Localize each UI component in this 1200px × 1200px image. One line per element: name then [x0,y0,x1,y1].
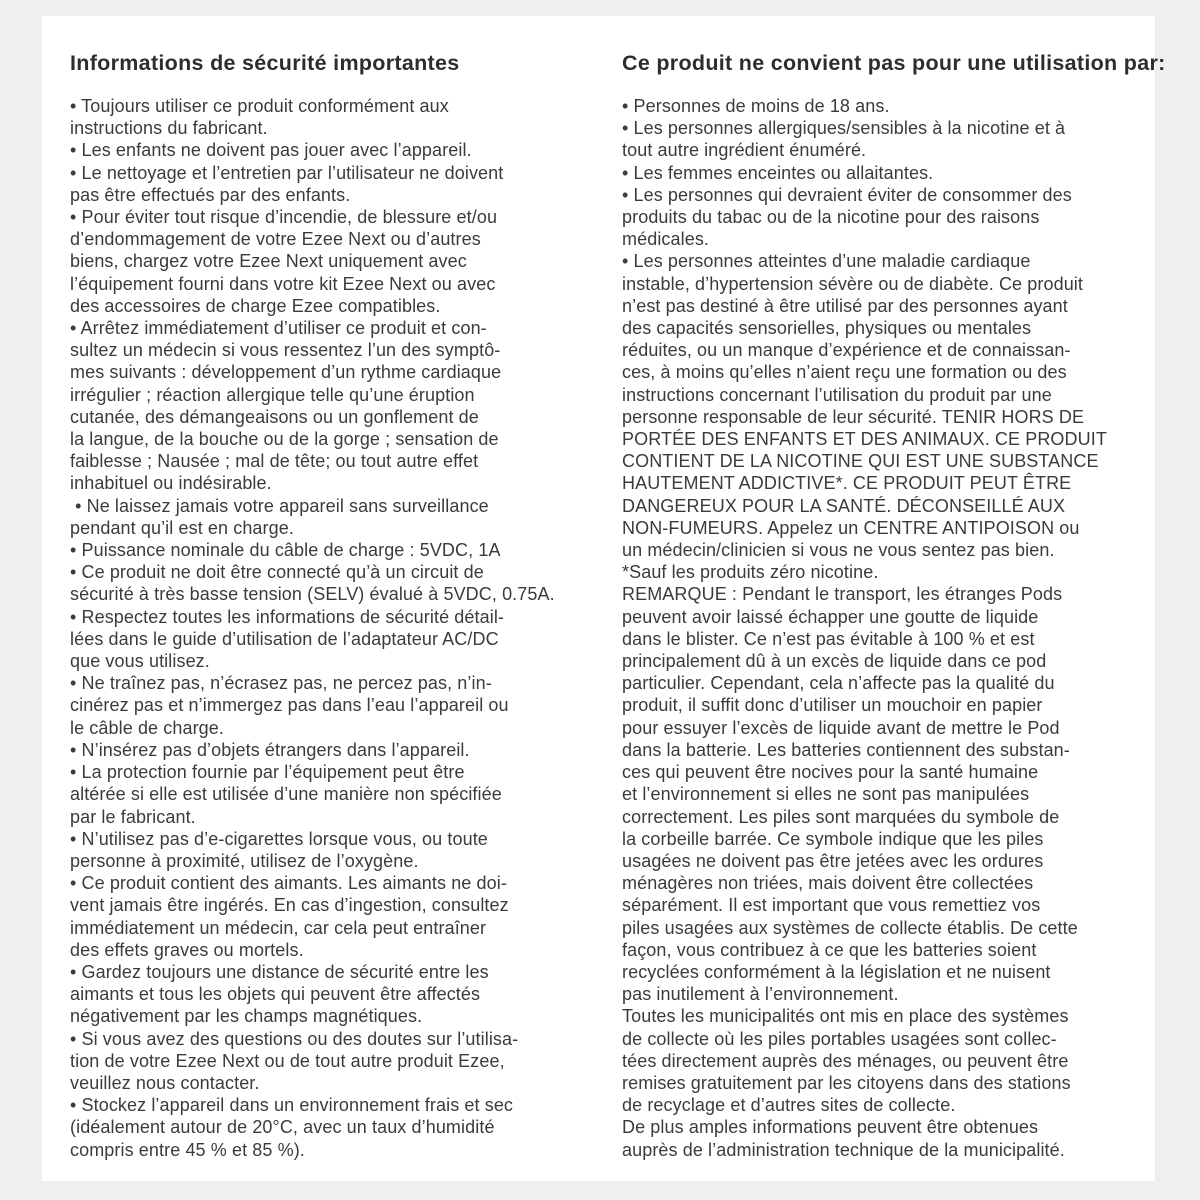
text-line: • Stockez l’appareil dans un environnement frais et sec [70,1095,514,1116]
text-line: dans le blister. Ce n’est pas évitable à 100 % et est [622,628,1035,649]
text-line: principalement dû à un excès de liquide dans ce pod [622,651,1047,672]
text-line: d’endommagement de votre Ezee Next ou d’autres [70,229,481,250]
text-line: négativement par les champs magnétiques. [70,1006,423,1027]
text-line: • Pour éviter tout risque d’incendie, de blessure et/ou [70,207,498,228]
text-line: • Arrêtez immédiatement d’utiliser ce produit et con- [70,318,487,339]
text-line: De plus amples informations peuvent être obtenues [622,1117,1039,1138]
text-line: Toutes les municipalités ont mis en place des systèmes [622,1006,1069,1027]
text-line: • Ne laissez jamais votre appareil sans surveillance [70,495,489,516]
text-line: CONTIENT DE LA NICOTINE QUI EST UNE SUBSTANCE [622,451,1099,472]
text-line: des effets graves ou mortels. [70,939,304,960]
unsuitable-use-text [622,95,1147,1161]
text-line: compris entre 45 % et 85 %). [70,1139,305,1160]
text-line: DANGEREUX POUR LA SANTÉ. DÉCONSEILLÉ AUX [622,495,1066,516]
unsuitable-use-column [622,50,1166,1161]
text-line: aimants et tous les objets qui peuvent être affectés [70,984,481,1005]
text-line: vent jamais être ingérés. En cas d’ingestion, consultez [70,895,509,916]
text-line: personne responsable de leur sécurité. TENIR HORS DE [622,406,1085,427]
text-line: pour essuyer l’excès de liquide avant de mettre le Pod [622,717,1060,738]
safety-info-text [70,95,600,1161]
text-line: séparément. Il est important que vous remettiez vos [622,895,1041,916]
text-line: • N’insérez pas d’objets étrangers dans l’appareil. [70,739,470,760]
text-line: recyclées conformément à la législation et ne nuisent [622,961,1051,982]
text-line: la langue, de la bouche ou de la gorge ; sensation de [70,429,499,450]
text-line: par le fabricant. [70,806,196,827]
text-line: • La protection fournie par l’équipement peut être [70,762,465,783]
text-line: veuillez nous contacter. [70,1072,260,1093]
text-line: produits du tabac ou de la nicotine pour des raisons [622,207,1040,228]
text-line: faiblesse ; Nausée ; mal de tête; ou tout autre effet [70,451,479,472]
text-line: usagées ne doivent pas être jetées avec les ordures [622,850,1044,871]
text-line: • Ce produit ne doit être connecté qu’à un circuit de [70,562,484,583]
text-line: inhabituel ou indésirable. [70,473,272,494]
safety-info-column [70,50,600,1161]
text-line: • Personnes de moins de 18 ans. [622,96,890,116]
text-line: • Les personnes atteintes d’une maladie cardiaque [622,251,1031,272]
text-line: personne à proximité, utilisez de l’oxygène. [70,850,419,871]
text-line: correctement. Les piles sont marquées du symbole de [622,806,1060,827]
text-line: remises gratuitement par les citoyens dans des stations [622,1072,1071,1093]
text-line: (idéalement autour de 20°C, avec un taux d’humidité [70,1117,495,1138]
text-line: instable, d’hypertension sévère ou de diabète. Ce produit [622,273,1083,294]
leaflet-card [42,16,1166,1181]
text-line: • Les personnes allergiques/sensibles à la nicotine et à [622,118,1066,139]
text-line: • Respectez toutes les informations de sécurité détail- [70,606,505,627]
text-line: le câble de charge. [70,717,225,738]
text-line: l’équipement fourni dans votre kit Ezee Next ou avec [70,273,496,294]
text-line: • Si vous avez des questions ou des doutes sur l’utilisa- [70,1028,519,1049]
text-line: • Les enfants ne doivent pas jouer avec l’appareil. [70,140,472,161]
text-line: pas inutilement à l’environnement. [622,984,899,1005]
text-line: immédiatement un médecin, car cela peut entraîner [70,917,487,938]
text-line: pas être effectués par des enfants. [70,184,351,205]
text-line: tion de votre Ezee Next ou de tout autre produit Ezee, [70,1050,505,1071]
text-line: tées directement auprès des ménages, ou peuvent être [622,1050,1069,1071]
text-line: altérée si elle est utilisée d’une manière non spécifiée [70,784,502,805]
text-line: médicales. [622,229,710,250]
text-line: cutanée, des démangeaisons ou un gonflement de [70,406,479,427]
text-line: • Ce produit contient des aimants. Les aimants ne doi- [70,873,507,894]
text-line: • Le nettoyage et l’entretien par l’utilisateur ne doivent [70,162,504,183]
text-line: peuvent avoir laissé échapper une goutte de liquide [622,606,1039,627]
text-line: de recyclage et d’autres sites de collecte. [622,1095,956,1116]
text-line: la corbeille barrée. Ce symbole indique que les piles [622,828,1044,849]
text-line: ces, à moins qu’elles n’aient reçu une formation ou des [622,362,1067,383]
text-line: biens, chargez votre Ezee Next uniquement avec [70,251,467,272]
text-line: auprès de l’administration technique de la municipalité. [622,1139,1065,1160]
text-line: PORTÉE DES ENFANTS ET DES ANIMAUX. CE PRODUIT [622,429,1107,450]
text-line: mes suivants : développement d’un rythme cardiaque [70,362,502,383]
text-line: • Toujours utiliser ce produit conformément aux [70,96,449,116]
text-line: façon, vous contribuez à ce que les batteries soient [622,939,1037,960]
text-line: sultez un médecin si vous ressentez l’un des symptô- [70,340,501,361]
text-line: • Les femmes enceintes ou allaitantes. [622,162,934,183]
text-line: • N’utilisez pas d’e-cigarettes lorsque vous, ou toute [70,828,488,849]
text-line: réduites, ou un manque d’expérience et de connaissan- [622,340,1071,361]
text-line: tout autre ingrédient énuméré. [622,140,867,161]
text-line: piles usagées aux systèmes de collecte établis. De cette [622,917,1078,938]
text-line: particulier. Cependant, cela n’affecte pas la qualité du [622,673,1055,694]
text-line: un médecin/clinicien si vous ne vous sentez pas bien. [622,540,1055,561]
text-line: • Les personnes qui devraient éviter de consommer des [622,184,1072,205]
text-line: que vous utilisez. [70,651,210,672]
text-line: NON-FUMEURS. Appelez un CENTRE ANTIPOISON ou [622,517,1080,538]
text-line: *Sauf les produits zéro nicotine. [622,562,879,583]
text-line: • Puissance nominale du câble de charge : 5VDC, 1A [70,540,501,561]
text-line: instructions du fabricant. [70,118,268,139]
text-line: n’est pas destiné à être utilisé par des personnes ayant [622,295,1068,316]
safety-info-heading: Informations de sécurité importantes [70,51,460,75]
text-line: dans la batterie. Les batteries contiennent des substan- [622,739,1070,760]
text-line: • Gardez toujours une distance de sécurité entre les [70,961,489,982]
text-line: irrégulier ; réaction allergique telle qu’une éruption [70,384,475,405]
text-line: lées dans le guide d’utilisation de l’adaptateur AC/DC [70,628,499,649]
text-line: de collecte où les piles portables usagées sont collec- [622,1028,1057,1049]
text-line: pendant qu’il est en charge. [70,517,294,538]
text-line: sécurité à très basse tension (SELV) évalué à 5VDC, 0.75A. [70,584,555,605]
text-line: HAUTEMENT ADDICTIVE*. CE PRODUIT PEUT ÊTRE [622,473,1072,494]
text-line: et l’environnement si elles ne sont pas manipulées [622,784,1030,805]
text-line: ménagères non triées, mais doivent être collectées [622,873,1034,894]
text-line: REMARQUE : Pendant le transport, les étranges Pods [622,584,1063,605]
text-line: produit, il suffit donc d’utiliser un mouchoir en papier [622,695,1043,716]
text-line: des accessoires de charge Ezee compatibles. [70,295,441,316]
text-line: instructions concernant l’utilisation du produit par une [622,384,1052,405]
text-line: • Ne traînez pas, n’écrasez pas, ne percez pas, n’in- [70,673,492,694]
unsuitable-use-heading: Ce produit ne convient pas pour une utilisation par: [622,51,1166,75]
text-line: cinérez pas et n’immergez pas dans l’eau l’appareil ou [70,695,509,716]
text-line: des capacités sensorielles, physiques ou mentales [622,318,1032,339]
text-line: ces qui peuvent être nocives pour la santé humaine [622,762,1039,783]
